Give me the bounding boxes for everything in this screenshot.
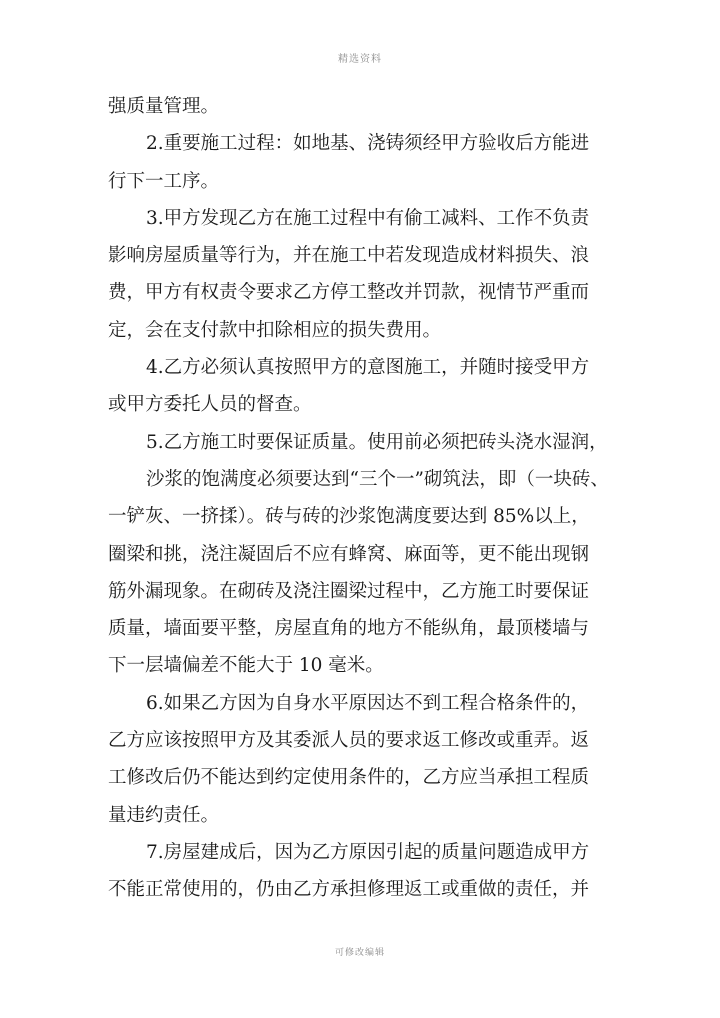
paragraph-line: 定，会在支付款中扣除相应的损失费用。 bbox=[108, 319, 442, 341]
paragraph-line: 或甲方委托人员的督查。 bbox=[108, 394, 312, 416]
header-watermark: 精选资料 bbox=[338, 54, 382, 65]
paragraph-line: 6.如果乙方因为自身水平原因达不到工程合格条件的， bbox=[146, 692, 590, 714]
paragraph-line: 质量，墙面要平整，房屋直角的地方不能纵角，最顶楼墙与 bbox=[108, 618, 590, 640]
paragraph-line: 筋外漏现象。在砌砖及浇注圈梁过程中，乙方施工时要保证 bbox=[108, 580, 590, 602]
paragraph-line: 影响房屋质量等行为，并在施工中若发现造成材料损失、浪 bbox=[108, 245, 590, 267]
paragraph-line: 5.乙方施工时要保证质量。使用前必须把砖头浇水湿润， bbox=[146, 431, 608, 453]
paragraph-line: 强质量管理。 bbox=[108, 96, 220, 117]
paragraph-line: 沙浆的饱满度必须要达到“三个一”砌筑法，即（一块砖、 bbox=[146, 468, 609, 490]
paragraph-line: 行下一工序。 bbox=[108, 170, 220, 192]
paragraph-line: 乙方应该按照甲方及其委派人员的要求返工修改或重弄。返 bbox=[108, 730, 590, 752]
paragraph-line: 量违约责任。 bbox=[108, 804, 220, 826]
paragraph-line: 一铲灰、一挤揉）。砖与砖的沙浆饱满度要达到 85%以上， bbox=[108, 506, 590, 528]
paragraph-line: 3.甲方发现乙方在施工过程中有偷工减料、工作不负责 bbox=[146, 207, 590, 229]
document-body bbox=[108, 88, 618, 909]
paragraph-line: 工修改后仍不能达到约定使用条件的，乙方应当承担工程质 bbox=[108, 767, 590, 789]
paragraph-line: 圈梁和挑，浇注凝固后不应有蜂窝、麻面等，更不能出现钢 bbox=[108, 543, 590, 565]
footer-watermark: 可修改编辑 bbox=[334, 948, 385, 958]
paragraph-line: 下一层墙偏差不能大于 10 毫米。 bbox=[108, 655, 384, 677]
paragraph-line: 费，甲方有权责令要求乙方停工整改并罚款，视情节严重而 bbox=[108, 282, 590, 304]
paragraph-line: 不能正常使用的，仍由乙方承担修理返工或重做的责任，并 bbox=[108, 879, 590, 901]
paragraph-line: 7.房屋建成后，因为乙方原因引起的质量问题造成甲方 bbox=[146, 841, 590, 863]
paragraph-line: 2.重要施工过程：如地基、浇铸须经甲方验收后方能进 bbox=[146, 133, 590, 155]
paragraph-line: 4.乙方必须认真按照甲方的意图施工，并随时接受甲方 bbox=[146, 357, 590, 379]
